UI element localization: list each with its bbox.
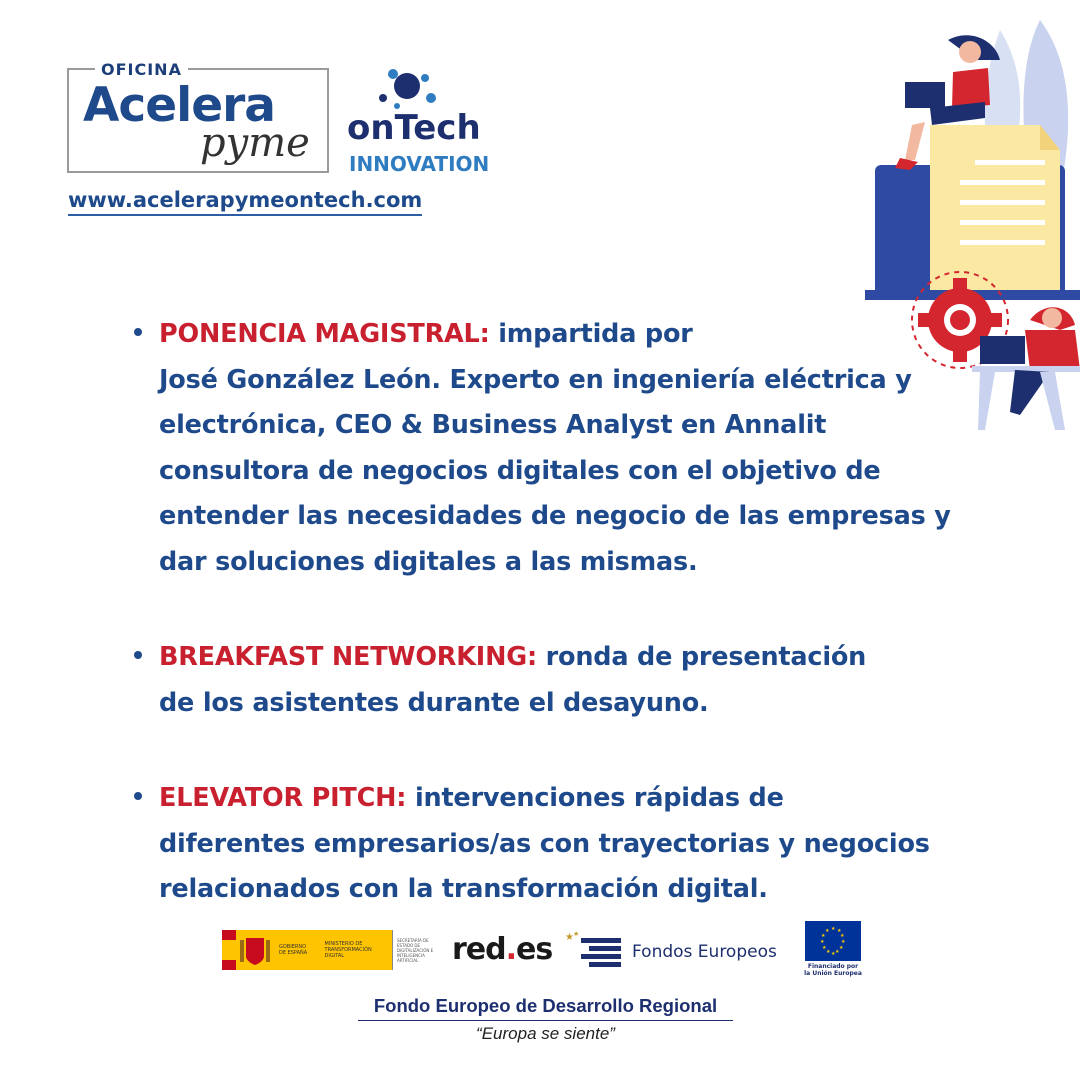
agenda-list — [130, 312, 950, 963]
bullet-line: entender las necesidades de negocio de las empresas y — [159, 501, 951, 531]
svg-text:★: ★ — [565, 932, 574, 943]
svg-text:★: ★ — [840, 933, 845, 939]
svg-text:★: ★ — [826, 949, 831, 955]
bullet-text — [159, 312, 950, 585]
bullet-text — [159, 635, 950, 726]
ontech-logo-subtitle: INNOVATION — [349, 152, 490, 176]
list-item-networking — [130, 635, 950, 726]
svg-text:★: ★ — [822, 945, 827, 951]
svg-text:★: ★ — [831, 951, 836, 957]
svg-text:★: ★ — [841, 939, 846, 945]
logo-acelera-text: Acelera — [83, 78, 275, 133]
ministry-name-text: MINISTERIO DE TRANSFORMACIÓN DIGITAL — [324, 941, 372, 959]
coat-of-arms-icon — [236, 930, 274, 970]
logo-pyme-text: pyme — [200, 120, 310, 166]
svg-text:★: ★ — [821, 933, 826, 939]
bullet-line: José González León. Experto en ingeniería eléctrica y — [159, 364, 912, 395]
fondos-europeos-icon — [565, 928, 625, 972]
svg-text:★: ★ — [825, 928, 830, 934]
bullet-line: dar soluciones digitales a las mismas. — [159, 546, 698, 577]
bullet-line: relacionados con la transformación digital. — [159, 874, 768, 904]
list-item-elevator-pitch — [130, 776, 950, 913]
svg-text:★: ★ — [820, 939, 825, 945]
bullet-line: electrónica, CEO & Business Analyst en Annalit — [159, 410, 827, 440]
redes-text-b: es — [516, 932, 553, 967]
bullet-first-line: intervenciones rápidas de — [406, 783, 784, 813]
spain-flag-icon — [222, 930, 236, 970]
bullet-keyword: PONENCIA MAGISTRAL: — [159, 319, 490, 349]
logo-oficina-text: OFICINA — [95, 60, 188, 79]
secretaria-band — [392, 930, 442, 970]
bullet-line: diferentes empresarios/as con trayectorias y negocios — [159, 828, 930, 859]
bullet-line: de los asistentes durante el desayuno. — [159, 687, 709, 718]
svg-text:★: ★ — [837, 928, 842, 934]
svg-text:★: ★ — [839, 945, 844, 951]
europe-motto: “Europa se siente” — [476, 1024, 615, 1043]
bullet-first-line: ronda de presentación — [536, 642, 867, 672]
bullet-keyword: ELEVATOR PITCH: — [159, 783, 407, 813]
ontech-logo-name: onTech — [347, 108, 481, 148]
gobierno-espana-logo — [222, 930, 442, 970]
bullet-first-line: impartida por — [489, 319, 693, 349]
svg-text:★: ★ — [573, 930, 580, 938]
eu-flag-icon — [805, 921, 861, 961]
eu-line-1: Financiado por — [807, 963, 859, 970]
fondos-europeos-label: Fondos Europeos — [632, 942, 777, 962]
svg-text:★: ★ — [835, 949, 840, 955]
gov-ministry-band — [274, 930, 392, 970]
redes-logo — [452, 932, 552, 967]
svg-text:★: ★ — [831, 926, 836, 932]
gov-name-text: GOBIERNO DE ESPAÑA — [279, 944, 308, 956]
redes-text-a: red — [452, 932, 506, 967]
ontech-dots-icon — [375, 68, 445, 113]
secretaria-text: SECRETARÍA DE ESTADO DE DIGITALIZACIÓN E INTELIGENCIA ARTIFICIAL — [397, 937, 434, 963]
bullet-line: consultora de negocios digitales con el objetivo de — [159, 455, 881, 486]
website-link[interactable]: www.acelerapymeontech.com — [68, 188, 422, 216]
redes-dot: . — [505, 932, 517, 967]
feder-title: Fondo Europeo de Desarrollo Regional — [358, 995, 733, 1021]
eu-funding-label — [800, 963, 866, 977]
bullet-text — [159, 776, 950, 913]
bullet-keyword: BREAKFAST NETWORKING: — [159, 642, 537, 672]
eu-line-2: la Unión Europea — [804, 970, 862, 977]
list-item-ponencia — [130, 312, 950, 585]
